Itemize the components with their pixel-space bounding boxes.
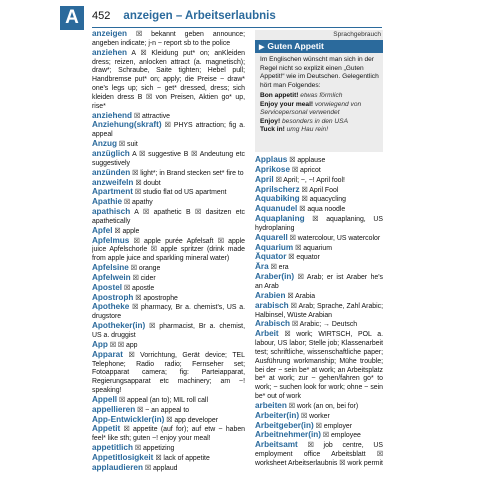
entry-headword: Arbeitgeber(in)	[255, 420, 314, 430]
dictionary-entry	[255, 441, 383, 469]
entry-definition: ☒ apple purée Apfelsaft ☒ apple juice Apfelschorle ☒ apple spritzer (drink made from apple juice and sparkling mineral water)	[92, 237, 245, 263]
entry-definition: ☒ attractive	[132, 112, 171, 120]
dictionary-entry	[92, 49, 245, 112]
entry-headword: arabisch	[255, 300, 289, 310]
usage-box-phrases	[260, 92, 379, 135]
entry-headword: anzweifeln	[92, 177, 134, 187]
entry-definition: ☒ Arab; er ist Araber he's an Arab	[255, 274, 383, 290]
entry-definition: ☒ Arabic; → Deutsch	[290, 321, 358, 329]
dictionary-entry	[92, 208, 245, 227]
entry-headword: Aquaplaning	[255, 214, 305, 224]
usage-phrase-note: vorwiegend von Servicepersonal verwendet	[260, 100, 362, 116]
entry-headword: anzeigen	[92, 30, 128, 38]
header-rule	[92, 27, 382, 28]
usage-phrase	[260, 92, 379, 101]
entry-definition: ☒ app developer	[164, 416, 219, 424]
dictionary-entry	[92, 351, 245, 396]
entry-headword: Applaus	[255, 156, 288, 164]
entry-headword: anziehen	[92, 47, 128, 57]
entry-definition: ☒ applause	[287, 157, 326, 164]
entry-headword: Aquabiking	[255, 194, 300, 204]
entry-definition: ☒ Arabia	[285, 292, 316, 300]
entry-headword: Apathie	[92, 197, 123, 207]
dictionary-entry	[92, 30, 245, 49]
entry-headword: appellieren	[92, 404, 136, 414]
entry-definition: ☒ PHYS attraction; fig a. appeal	[92, 122, 245, 139]
dictionary-entry	[92, 425, 245, 444]
entry-headword: anziehend	[92, 110, 133, 120]
entry-headword: Arbeitsamt	[255, 440, 298, 450]
entry-headword: appetitlich	[92, 443, 133, 453]
entry-definition: ☒ suit	[117, 141, 138, 149]
entry-definition: ☒ pharmacy, Br a. chemist's, US a. drugstore	[92, 304, 245, 321]
dictionary-entry	[92, 322, 245, 341]
dictionary-entry	[255, 166, 383, 176]
entry-definition: ☒ apricot	[290, 166, 321, 174]
entry-headword: App	[92, 339, 108, 349]
dictionary-entry	[255, 215, 383, 234]
dictionary-entry	[255, 330, 383, 402]
entry-headword: Appell	[92, 394, 118, 404]
entry-headword: Apotheke	[92, 302, 130, 312]
entry-headword: Anziehung(skraft)	[92, 120, 162, 130]
page-header	[92, 10, 276, 22]
entry-headword: Äquator	[255, 252, 287, 262]
entry-definition: ☒ April Fool	[299, 186, 339, 194]
entry-definition: ☒ Vorrichtung, Gerät device; TEL Telephone; Radio radio; Fernseher set; Fotoapparat camera; fig: Parteiapparat, Regierungsapparat etc machinery; am ~! speaking!	[92, 351, 245, 395]
usage-phrase-en: Enjoy your meal!	[260, 100, 315, 108]
entry-definition: A ☒ apathetic B ☒ dasitzen etc apathetically	[92, 209, 245, 225]
usage-phrase-en: Enjoy!	[260, 117, 282, 125]
entry-headword: Apartment	[92, 187, 133, 197]
page-number: 452	[92, 10, 111, 22]
entry-definition: ☒ appetite (auf for); auf etw ~ haben feel* like sth; guten ~! enjoy your meal!	[92, 426, 245, 443]
entry-headword: Arbeitnehmer(in)	[255, 430, 321, 440]
entry-definition: ☒ work; WIRTSCH, POL a. labour, US labor; Stelle job; Klassenarbeit test; schriftliche, wissenschaftliche paper; Ausführung workmanship; Mühe trouble; bei der ~ sein be* at work; an Arbeitsplatz be* at work; zur ~ gehen/fahren go* to work; ~ suchen look for work; ohne ~ sein be* out of work	[255, 331, 383, 401]
entry-definition: ☒ applaud	[142, 464, 178, 472]
entry-definition: ☒ appeal (an to); MIL roll call	[117, 396, 208, 404]
entry-headword: Appetitlosigkeit	[92, 452, 154, 462]
usage-phrase-note: etwas förmlich	[300, 92, 343, 99]
entry-definition: ☒ Arab; Sprache, Zahl Arabic; Halbinsel, Wüste Arabian	[255, 302, 383, 319]
entry-headword: Arbeit	[255, 329, 279, 339]
entry-definition: A ☒ Kleidung put* on; anKleiden dress; reizen, anlocken attract (a. magnetisch); draw*; Schraube, Saite tighten; Hebel pull; Handbremse put* on; apply; die Preise ~ draw* one's legs up; sich ~ get* dressed, dress; sich kleiden dress B ☒ von Preisen, Aktien go* up, rise*	[92, 49, 245, 110]
entry-definition: ☒ April; ~, ~! April fool!	[273, 176, 345, 184]
usage-phrase-en: Bon appetit!	[260, 92, 301, 99]
entry-headword: Aquarell	[255, 232, 288, 242]
dictionary-entry	[92, 237, 245, 265]
entry-headword: apathisch	[92, 207, 131, 217]
entry-definition: ☒ ☒ app	[107, 341, 138, 349]
entry-definition: ☒ studio flat od US apartment	[132, 189, 227, 197]
dictionary-entry	[92, 150, 245, 169]
entry-headword: Aprilscherz	[255, 184, 300, 194]
usage-box-title	[255, 40, 383, 53]
entry-definition: ☒ light*; in Brand stecken set* fire to	[130, 169, 244, 177]
entry-definition: ☒ aquarium	[293, 244, 332, 252]
entry-headword: Apfelsine	[92, 263, 129, 273]
usage-phrase-note: besonders in den USA	[281, 117, 348, 125]
usage-phrase	[260, 101, 379, 118]
dictionary-entry	[92, 121, 245, 140]
entry-headword: Ära	[255, 262, 269, 272]
entry-definition: ☒ ~ an appeal to	[135, 406, 190, 414]
entry-headword: applaudieren	[92, 462, 143, 472]
entry-headword: Aprikose	[255, 164, 291, 174]
entry-headword: Apfelwein	[92, 272, 131, 282]
entry-definition: ☒ orange	[128, 265, 161, 273]
entry-definition: ☒ cider	[130, 274, 156, 282]
entry-headword: anzüglich	[92, 148, 130, 158]
usage-box-body	[260, 56, 379, 135]
entry-definition: ☒ watercolour, US watercolor	[287, 234, 381, 242]
entry-definition: ☒ doubt	[133, 179, 161, 187]
entry-headword: Apfel	[92, 225, 113, 235]
entry-definition: ☒ pharmacist, Br a. chemist, US a. druggist	[92, 323, 245, 339]
entry-headword: Arabien	[255, 290, 286, 300]
entry-definition: ☒ worker	[299, 412, 330, 420]
usage-box-intro: Im Englischen wünscht man sich in der Regel nicht so explizit einen „Guten Appetit!“ wie im Deutschen. Gelegentlich hört man Folgendes:	[260, 56, 379, 89]
entry-headword: April	[255, 174, 274, 184]
entry-headword: Arbeiter(in)	[255, 410, 300, 420]
entry-headword: Aquanudel	[255, 204, 298, 214]
usage-phrase	[260, 126, 379, 135]
letter-tab: A	[60, 6, 84, 30]
entry-definition: ☒ apathy	[122, 199, 153, 207]
entry-definition: ☒ employee	[320, 432, 361, 440]
entry-headword: Arabisch	[255, 319, 291, 329]
entry-definition: ☒ bekannt geben announce; angeben indicate; j-n ~ report sb to the police	[92, 31, 245, 47]
entry-definition: ☒ apostrophe	[133, 294, 178, 302]
entry-definition: ☒ employer	[313, 422, 353, 430]
entry-headword: Aquarium	[255, 242, 294, 252]
entry-definition: ☒ appetizing	[132, 445, 175, 453]
entry-headword: Apotheker(in)	[92, 321, 146, 331]
dictionary-entry	[255, 302, 383, 321]
entry-definition: ☒ aquaplaning, US hydroplaning	[255, 216, 383, 232]
dictionary-entry	[255, 273, 383, 292]
usage-phrase	[260, 118, 379, 127]
usage-phrase-note: umg Hau rein!	[286, 126, 329, 133]
entry-headword: Araber(in)	[255, 272, 295, 282]
entry-headword: Apfelmus	[92, 235, 130, 245]
entry-headword: Appetit	[92, 424, 121, 434]
entry-definition: ☒ apostle	[122, 284, 155, 292]
entry-headword: Apostroph	[92, 292, 134, 302]
entry-definition: ☒ apple	[112, 227, 140, 235]
entry-headword: Apostel	[92, 282, 123, 292]
entry-definition: ☒ work (an on, bei for)	[286, 402, 359, 410]
usage-box-title-text: Guten Appetit	[267, 41, 324, 51]
entry-definition: ☒ era	[268, 264, 289, 272]
left-column	[92, 30, 245, 475]
running-head: anzeigen – Arbeitserlaubnis	[123, 10, 276, 22]
entry-headword: Anzug	[92, 139, 118, 149]
usage-box-tag: Sprachgebrauch	[333, 31, 381, 38]
entry-definition: ☒ lack of appetite	[153, 454, 210, 462]
entry-definition: ☒ aqua noodle	[297, 206, 346, 214]
entry-headword: anzünden	[92, 167, 131, 177]
entry-headword: App-Entwickler(in)	[92, 414, 165, 424]
entry-headword: arbeiten	[255, 400, 287, 410]
entry-headword: Apparat	[92, 349, 123, 359]
usage-box	[255, 30, 383, 152]
dictionary-entry	[92, 303, 245, 322]
usage-phrase-en: Tuck in!	[260, 126, 287, 133]
entry-definition: ☒ equator	[286, 254, 320, 262]
entry-definition: ☒ aquacycling	[299, 196, 346, 204]
entry-definition: A ☒ suggestive B ☒ Andeutung etc suggestively	[92, 150, 245, 167]
right-column	[255, 156, 383, 476]
triangle-icon: ▶	[259, 44, 265, 51]
dictionary-entry	[255, 253, 383, 263]
dictionary-entry	[92, 464, 245, 474]
entry-definition: ☒ job centre, US employment office Arbeitsblatt ☒ worksheet Arbeitserlaubnis ☒ work permit	[255, 442, 383, 467]
